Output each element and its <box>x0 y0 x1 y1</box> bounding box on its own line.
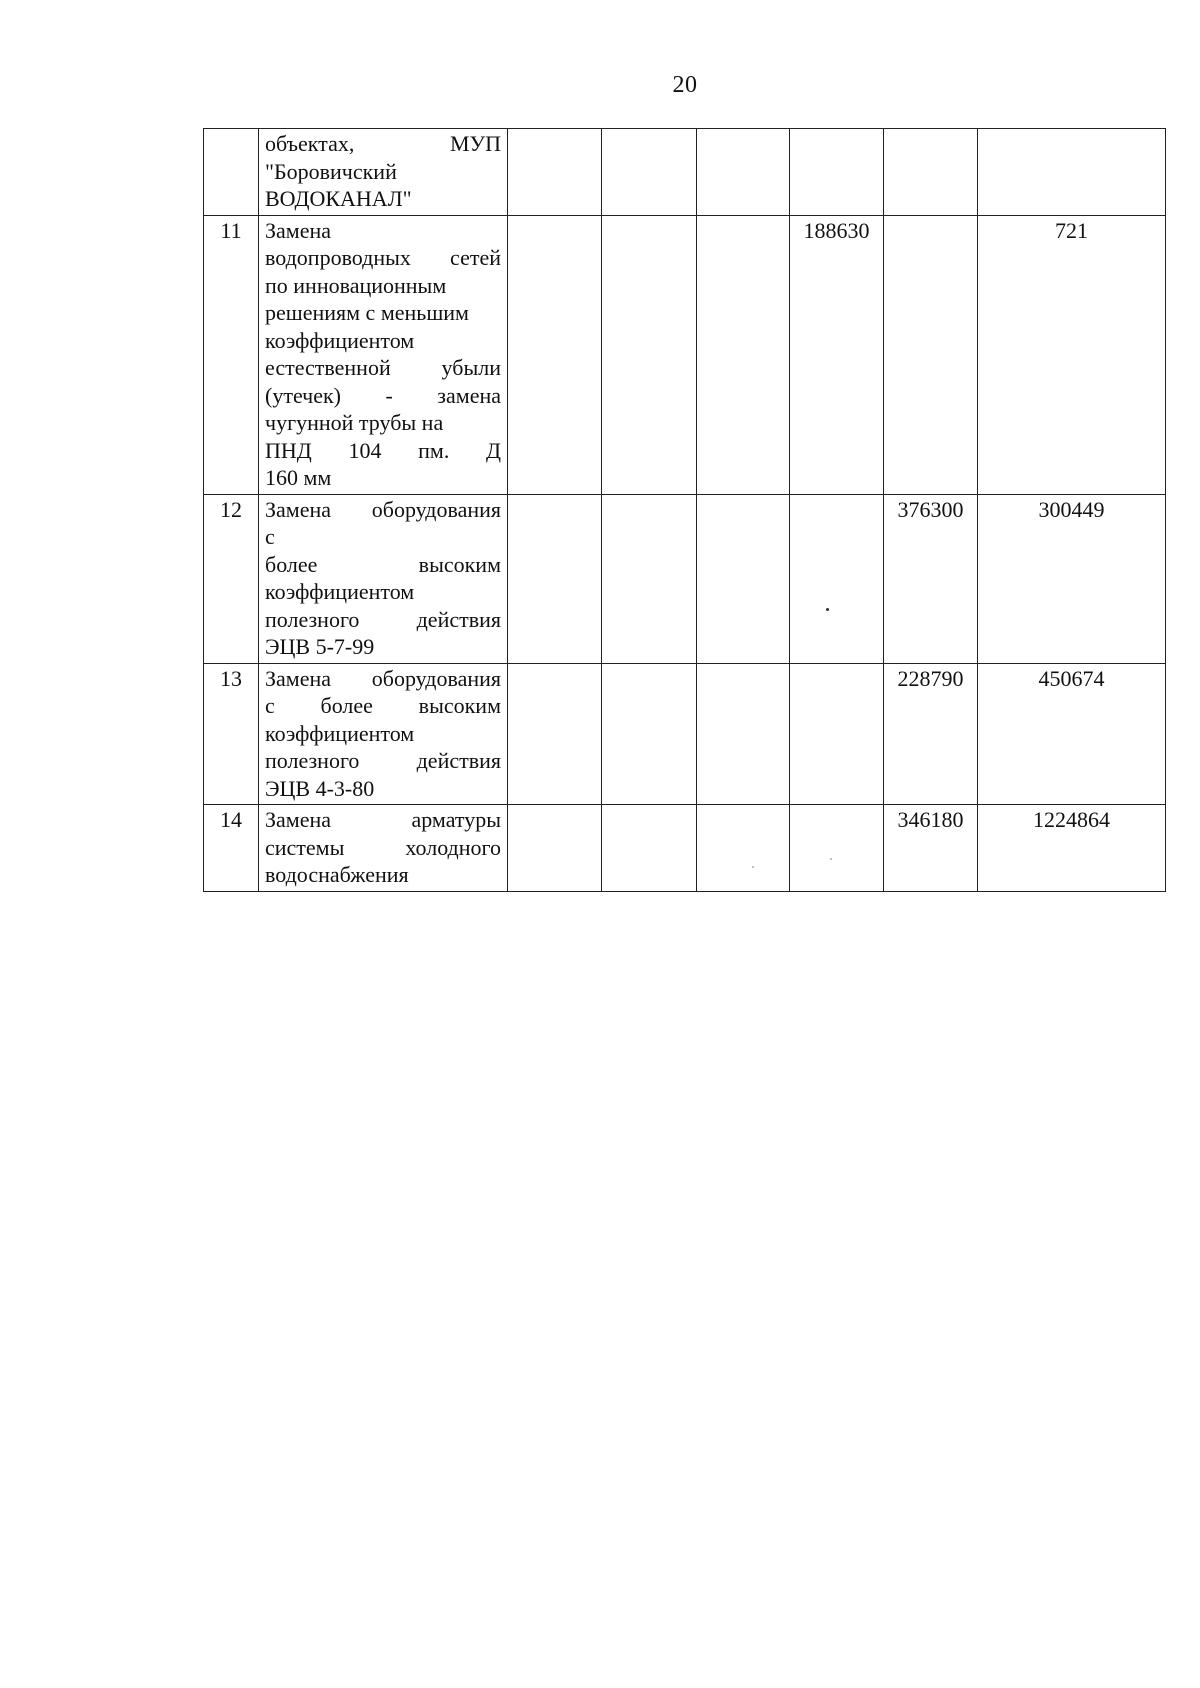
table-row <box>204 805 1166 892</box>
scan-speck <box>752 866 754 868</box>
description-line: Замена арматуры <box>265 807 501 832</box>
value-cell <box>508 663 602 805</box>
description-line: с более высоким <box>265 693 501 718</box>
description-line: ЭЦВ 5-7-99 <box>265 634 375 659</box>
measures-table <box>203 128 1166 892</box>
value-cell <box>790 663 884 805</box>
description-line: ВОДОКАНАЛ" <box>265 186 412 211</box>
value-cell <box>790 129 884 216</box>
description-cell <box>259 663 508 805</box>
description-line: решениям с меньшим <box>265 300 469 325</box>
value-cell: 1224864 <box>978 805 1166 892</box>
scan-speck <box>826 608 829 611</box>
table-row <box>204 663 1166 805</box>
value-cell <box>697 805 790 892</box>
description-line: коэффициентом <box>265 579 415 604</box>
value-cell <box>602 494 697 663</box>
value-cell <box>884 129 978 216</box>
description-line: 160 мм <box>265 465 332 490</box>
table-body <box>204 129 1166 892</box>
description-line: водоснабжения <box>265 862 409 887</box>
value-cell: 450674 <box>978 663 1166 805</box>
description-line: полезного действия <box>265 606 501 632</box>
description-line: коэффициентом <box>265 720 415 746</box>
description-line: "Боровичский <box>265 158 397 184</box>
description-line: объектах, МУП <box>265 131 501 156</box>
value-cell: 346180 <box>884 805 978 892</box>
value-cell <box>602 215 697 494</box>
description-line: с <box>265 524 275 549</box>
description-line: ПНД 104 пм. Д <box>265 437 501 463</box>
table-row <box>204 494 1166 663</box>
description-line: Замена <box>265 217 332 243</box>
description-line: системы холодного <box>265 834 501 860</box>
table-row <box>204 215 1166 494</box>
description-line: чугунной трубы на <box>265 410 444 435</box>
description-line: коэффициентом <box>265 327 415 353</box>
value-cell <box>790 494 884 663</box>
value-cell <box>790 805 884 892</box>
description-line: Замена оборудования <box>265 665 501 691</box>
value-cell <box>697 215 790 494</box>
value-cell <box>508 805 602 892</box>
value-cell <box>884 215 978 494</box>
value-cell: 376300 <box>884 494 978 663</box>
row-number-cell: 13 <box>204 663 259 805</box>
description-line: (утечек) - замена <box>265 382 501 408</box>
row-number-cell <box>204 129 259 216</box>
row-number-cell: 12 <box>204 494 259 663</box>
value-cell <box>697 129 790 216</box>
description-line: естественной убыли <box>265 355 501 380</box>
table-row <box>204 129 1166 216</box>
scan-speck <box>830 858 832 860</box>
value-cell: 188630 <box>790 215 884 494</box>
value-cell <box>602 663 697 805</box>
value-cell: 300449 <box>978 494 1166 663</box>
description-cell <box>259 129 508 216</box>
value-cell <box>508 494 602 663</box>
description-cell <box>259 215 508 494</box>
description-line: ЭЦВ 4-3-80 <box>265 775 375 801</box>
value-cell <box>602 805 697 892</box>
description-line: водопроводных сетей <box>265 245 501 270</box>
value-cell: 228790 <box>884 663 978 805</box>
value-cell <box>978 129 1166 216</box>
value-cell <box>697 663 790 805</box>
description-cell <box>259 494 508 663</box>
description-cell <box>259 805 508 892</box>
description-line: полезного действия <box>265 748 501 773</box>
value-cell <box>602 129 697 216</box>
value-cell <box>508 129 602 216</box>
row-number-cell: 14 <box>204 805 259 892</box>
value-cell: 721 <box>978 215 1166 494</box>
description-line: по инновационным <box>265 272 447 298</box>
page-number: 20 <box>672 72 698 98</box>
description-line: более высоким <box>265 551 501 577</box>
row-number-cell: 11 <box>204 215 259 494</box>
value-cell <box>508 215 602 494</box>
value-cell <box>697 494 790 663</box>
description-line: Замена оборудования <box>265 496 501 522</box>
